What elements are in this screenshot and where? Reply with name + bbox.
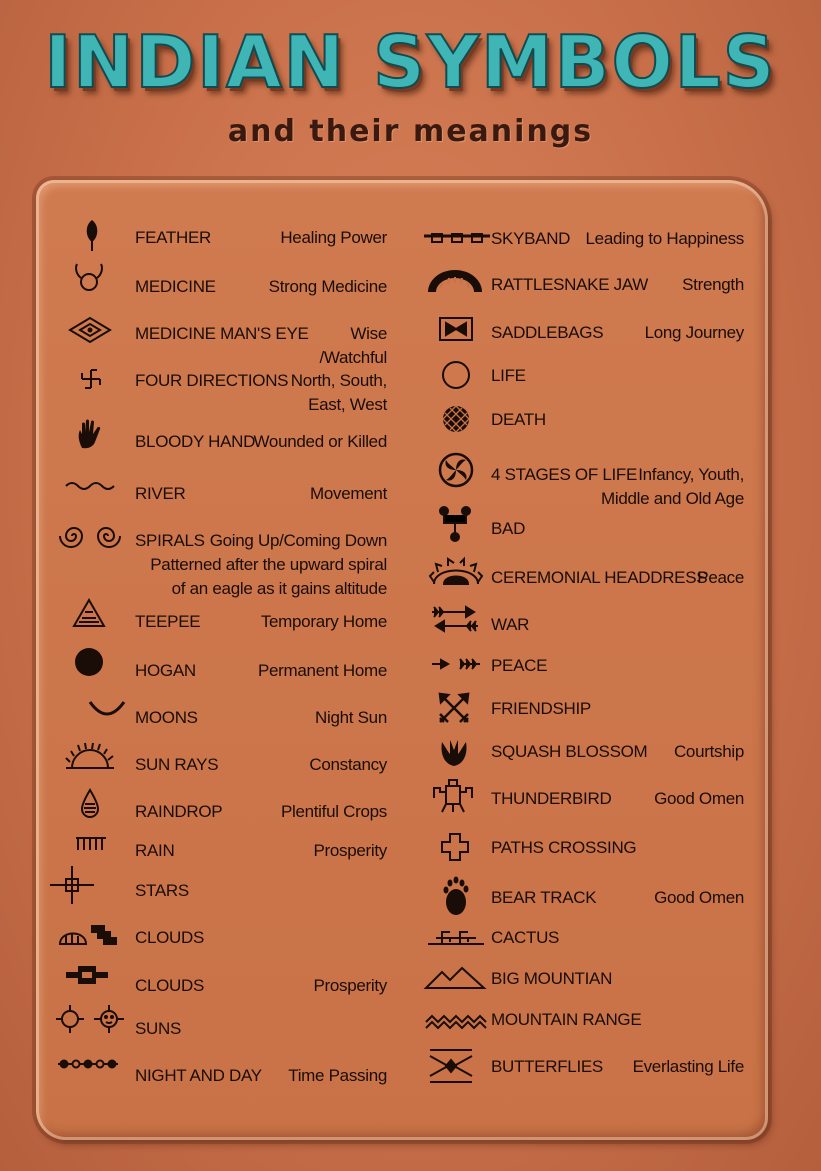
bull-horns-icon bbox=[72, 262, 106, 294]
symbol-row-moons bbox=[135, 706, 387, 730]
symbol-name: FOUR DIRECTIONS bbox=[135, 371, 289, 390]
rattlesnake-jaw-icon bbox=[426, 270, 484, 294]
symbol-row-stars bbox=[135, 879, 387, 903]
symbol-name: PEACE bbox=[491, 656, 548, 675]
symbol-meaning-line2: Patterned after the upward spiral bbox=[150, 555, 387, 574]
symbol-meaning-line3: of an eagle as it gains altitude bbox=[171, 579, 387, 598]
symbol-row-squash-blossom bbox=[491, 740, 744, 764]
symbol-row-clouds-2 bbox=[135, 974, 387, 998]
symbol-name: SUNS bbox=[135, 1019, 182, 1038]
symbol-meaning: Prosperity bbox=[313, 841, 387, 860]
symbol-name: MOONS bbox=[135, 708, 198, 727]
symbol-meaning: Night Sun bbox=[315, 708, 387, 727]
symbol-meaning: Time Passing bbox=[288, 1066, 387, 1085]
spirals-icon bbox=[58, 520, 122, 552]
suns-icon bbox=[52, 1002, 126, 1036]
symbol-name: CLOUDS bbox=[135, 928, 205, 947]
symbol-meaning: Movement bbox=[310, 484, 387, 503]
symbol-name: RIVER bbox=[135, 484, 186, 503]
squash-blossom-icon bbox=[438, 736, 470, 768]
life-circle-icon bbox=[441, 360, 471, 390]
moons-icon bbox=[58, 690, 128, 728]
symbol-row-ceremonial-headdress bbox=[491, 566, 744, 590]
symbol-name: RAIN bbox=[135, 841, 175, 860]
symbol-row-rattlesnake-jaw bbox=[491, 273, 744, 297]
symbol-name: WAR bbox=[491, 615, 530, 634]
clouds-terraced-icon bbox=[58, 922, 118, 948]
symbol-meaning: Infancy, Youth, bbox=[638, 465, 744, 484]
symbol-row-medicine-mans-eye bbox=[135, 322, 387, 367]
symbol-meaning: Plentiful Crops bbox=[280, 802, 387, 821]
symbol-meaning: Temporary Home bbox=[260, 612, 387, 631]
symbol-name: BEAR TRACK bbox=[491, 888, 597, 907]
symbol-name: LIFE bbox=[491, 366, 526, 385]
page-subtitle: and their meanings bbox=[227, 114, 594, 149]
symbol-row-raindrop bbox=[135, 800, 387, 824]
rain-icon bbox=[74, 836, 108, 852]
symbol-meaning: Wise bbox=[350, 324, 387, 343]
symbol-meaning-line2: /Watchful bbox=[319, 348, 387, 367]
symbol-name: FRIENDSHIP bbox=[491, 699, 591, 718]
symbol-row-war bbox=[491, 613, 744, 637]
symbol-row-suns bbox=[135, 1017, 387, 1041]
symbol-meaning-line2: Middle and Old Age bbox=[601, 489, 744, 508]
symbol-name: SKYBAND bbox=[491, 229, 571, 248]
clouds-stepped-icon bbox=[64, 964, 110, 988]
four-stages-icon bbox=[438, 452, 474, 488]
symbol-row-bad bbox=[491, 517, 744, 541]
symbol-row-friendship bbox=[491, 697, 744, 721]
symbol-row-four-stages-of-life bbox=[491, 463, 744, 508]
symbol-row-big-mountain bbox=[491, 967, 744, 991]
symbol-meaning: Long Journey bbox=[644, 323, 744, 342]
bad-icon bbox=[436, 506, 474, 542]
symbol-row-mountain-range bbox=[491, 1008, 744, 1032]
symbol-row-spirals bbox=[135, 529, 387, 598]
symbol-meaning: Permanent Home bbox=[257, 661, 387, 680]
symbol-row-saddlebags bbox=[491, 321, 744, 345]
symbol-row-thunderbird bbox=[491, 787, 744, 811]
symbol-row-sun-rays bbox=[135, 753, 387, 777]
symbol-row-four-directions bbox=[135, 369, 387, 414]
saddlebags-icon bbox=[438, 316, 474, 342]
four-directions-icon bbox=[80, 368, 102, 390]
friendship-crossed-arrows-icon bbox=[436, 690, 472, 726]
mountain-range-icon bbox=[424, 1013, 486, 1031]
symbol-row-life bbox=[491, 364, 744, 388]
symbol-meaning: Wounded or Killed bbox=[253, 432, 387, 451]
symbol-row-medicine bbox=[135, 275, 387, 299]
symbol-name: MEDICINE bbox=[135, 277, 216, 296]
symbol-meaning: North, South, bbox=[290, 371, 387, 390]
eye-diamond-icon bbox=[68, 316, 112, 344]
symbol-row-butterflies bbox=[491, 1055, 744, 1079]
symbol-name: MEDICINE MAN'S EYE bbox=[135, 324, 309, 343]
symbol-meaning: Strong Medicine bbox=[268, 277, 387, 296]
symbol-name: SADDLEBAGS bbox=[491, 323, 604, 342]
symbol-name: BLOODY HAND bbox=[135, 432, 256, 451]
symbol-name: CEREMONIAL HEADDRESS bbox=[491, 568, 708, 587]
symbol-row-death bbox=[491, 408, 744, 432]
symbol-name: BAD bbox=[491, 519, 526, 538]
symbol-name: TEEPEE bbox=[135, 612, 201, 631]
symbol-name: MOUNTAIN RANGE bbox=[491, 1010, 642, 1029]
symbol-name: BUTTERFLIES bbox=[491, 1057, 603, 1076]
symbol-row-teepee bbox=[135, 610, 387, 634]
symbol-row-skyband bbox=[491, 227, 744, 251]
raindrop-icon bbox=[80, 788, 100, 818]
stars-icon bbox=[50, 866, 94, 904]
symbol-name: RAINDROP bbox=[135, 802, 223, 821]
war-arrows-icon bbox=[430, 604, 480, 634]
night-and-day-icon bbox=[56, 1056, 120, 1072]
symbol-meaning: Going Up/Coming Down bbox=[209, 531, 387, 550]
river-icon bbox=[64, 478, 114, 494]
symbol-name: STARS bbox=[135, 881, 189, 900]
symbol-row-clouds-1 bbox=[135, 926, 387, 950]
hand-icon bbox=[74, 418, 106, 450]
peace-arrows-icon bbox=[430, 656, 482, 672]
symbol-name: SPIRALS bbox=[135, 531, 205, 550]
symbol-name: THUNDERBIRD bbox=[491, 789, 612, 808]
feather-icon bbox=[80, 218, 104, 252]
symbol-name: FEATHER bbox=[135, 228, 211, 247]
symbol-row-river bbox=[135, 482, 387, 506]
symbol-row-paths-crossing bbox=[491, 836, 744, 860]
symbol-row-feather bbox=[135, 226, 387, 250]
symbol-name: NIGHT AND DAY bbox=[135, 1066, 262, 1085]
symbol-meaning: Strength bbox=[682, 275, 744, 294]
symbol-row-peace bbox=[491, 654, 744, 678]
teepee-icon bbox=[72, 598, 106, 628]
hogan-icon bbox=[73, 646, 105, 678]
symbol-name: 4 STAGES OF LIFE bbox=[491, 465, 638, 484]
symbol-meaning: Leading to Happiness bbox=[585, 229, 744, 248]
symbol-meaning: Good Omen bbox=[654, 789, 744, 808]
symbol-name: SQUASH BLOSSOM bbox=[491, 742, 648, 761]
symbol-meaning: Courtship bbox=[673, 742, 744, 761]
symbol-row-rain bbox=[135, 839, 387, 863]
symbol-name: CACTUS bbox=[491, 928, 560, 947]
symbol-row-bear-track bbox=[491, 886, 744, 910]
symbol-name: RATTLESNAKE JAW bbox=[491, 275, 649, 294]
symbol-name: SUN RAYS bbox=[135, 755, 219, 774]
symbol-row-bloody-hand bbox=[135, 430, 387, 454]
symbol-row-night-and-day bbox=[135, 1064, 387, 1088]
symbol-name: BIG MOUNTIAN bbox=[491, 969, 613, 988]
symbol-row-hogan bbox=[135, 659, 387, 683]
thunderbird-icon bbox=[432, 776, 474, 814]
bear-track-icon bbox=[442, 876, 468, 916]
symbol-name: HOGAN bbox=[135, 661, 196, 680]
symbol-row-cactus bbox=[491, 926, 744, 950]
big-mountain-icon bbox=[424, 966, 486, 990]
paths-crossing-icon bbox=[440, 832, 470, 862]
death-crosshatch-icon bbox=[441, 404, 471, 434]
symbol-name: CLOUDS bbox=[135, 976, 205, 995]
symbol-name: PATHS CROSSING bbox=[491, 838, 637, 857]
sun-rays-icon bbox=[62, 740, 118, 772]
symbol-meaning: Good Omen bbox=[654, 888, 744, 907]
skyband-icon bbox=[424, 230, 490, 246]
symbol-meaning: Prosperity bbox=[313, 976, 387, 995]
symbol-meaning: Peace bbox=[697, 568, 744, 587]
symbol-meaning: Healing Power bbox=[280, 228, 387, 247]
symbol-meaning: Everlasting Life bbox=[632, 1057, 744, 1076]
cactus-icon bbox=[426, 928, 486, 948]
symbol-meaning: Constancy bbox=[309, 755, 387, 774]
symbol-name: DEATH bbox=[491, 410, 546, 429]
page-title: INDIAN SYMBOLS bbox=[44, 20, 777, 104]
butterflies-icon bbox=[428, 1048, 474, 1084]
ceremonial-headdress-icon bbox=[428, 556, 484, 588]
symbol-meaning-line2: East, West bbox=[308, 395, 387, 414]
